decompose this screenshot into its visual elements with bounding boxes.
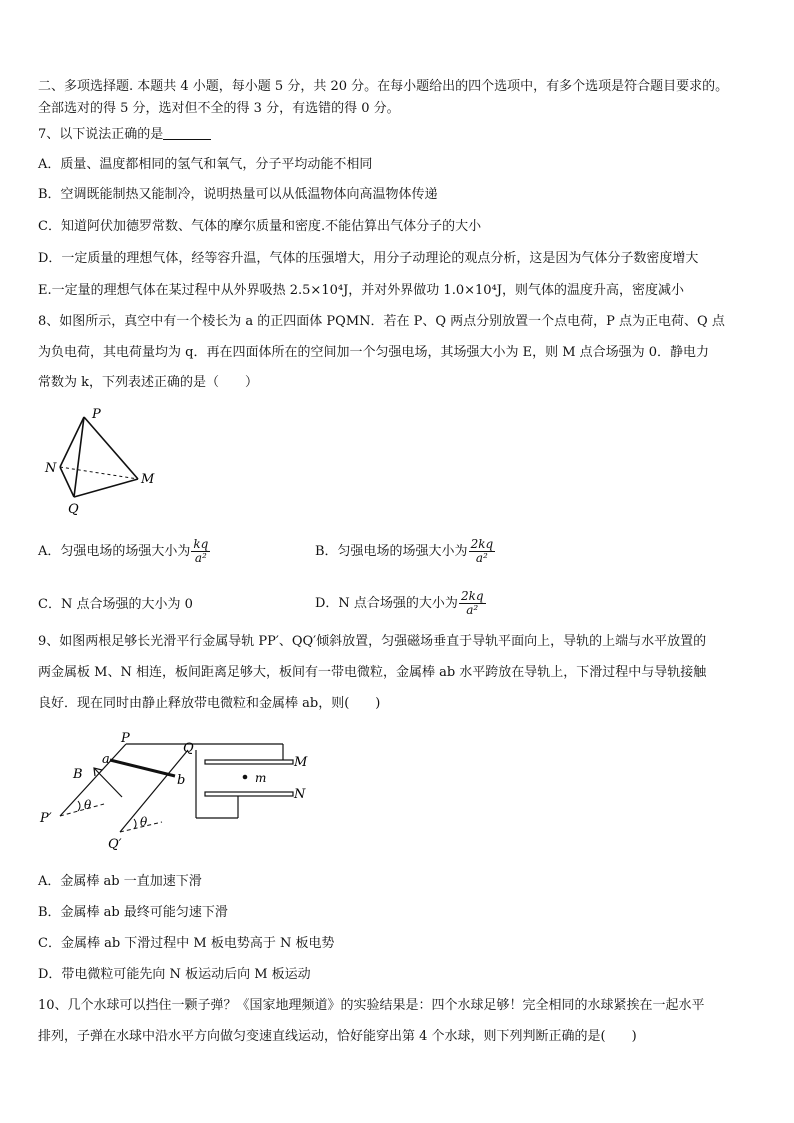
q8-option-d-fraction	[459, 590, 486, 617]
label-m-plate: M	[294, 755, 308, 770]
q8-option-a	[38, 538, 211, 565]
q8-line1: 8、如图所示，真空中有一个棱长为 a 的正四面体 PQMN．若在 P、Q 两点分别放置一个点电荷，P 点为正电荷、Q 点	[38, 314, 725, 329]
particle	[243, 775, 248, 780]
q8-line2: 为负电荷，其电荷量均为 q．再在四面体所在的空间加一个匀强电场，其场强大小为 E，则 M 点合场强为 0．静电力	[38, 345, 710, 360]
label-b-point: b	[177, 773, 186, 788]
label-m: M	[141, 472, 155, 487]
q8-option-a-fraction	[191, 538, 210, 565]
plate-n	[205, 792, 293, 796]
section-header-line2: 全部选对的得 5 分，选对但不全的得 3 分，有选错的得 0 分。	[38, 101, 400, 116]
q8-option-b-text: B．匀强电场的场强大小为	[315, 544, 468, 559]
q9-option-a: A．金属棒 ab 一直加速下滑	[38, 874, 202, 889]
q10-line1: 10、几个水球可以挡住一颗子弹？《国家地理频道》的实验结果是：四个水球足够！完全相同的水球紧挨在一起水平	[38, 998, 705, 1013]
q8-line3: 常数为 k，下列表述正确的是（ ）	[38, 375, 259, 390]
plate-m	[205, 760, 293, 764]
q8-option-c: C．N 点合场强的大小为 0	[38, 597, 193, 612]
angle-arc-q	[134, 819, 136, 829]
rail-pp	[60, 744, 126, 816]
q9-option-d: D．带电微粒可能先向 N 板运动后向 M 板运动	[38, 967, 311, 982]
q8-option-d-denominator: a²	[466, 603, 479, 617]
q9-line1: 9、如图两根足够长光滑平行金属导轨 PP′、QQ′倾斜放置，匀强磁场垂直于导轨平面向上，导轨的上端与水平放置的	[38, 634, 707, 649]
section-header-line1: 二、多项选择题. 本题共 4 小题，每小题 5 分，共 20 分。在每小题给出的四个选项中，有多个选项是符合题目要求的。	[38, 79, 729, 94]
q8-option-d-numerator: 2kq	[460, 589, 484, 603]
label-b-field: B	[73, 767, 83, 782]
q8-option-a-numerator: kq	[193, 537, 209, 551]
label-q: Q	[68, 502, 79, 515]
rod-ab	[110, 760, 175, 776]
q7-option-c: C．知道阿伏加德罗常数、气体的摩尔质量和密度.不能估算出气体分子的大小	[38, 219, 482, 234]
tetrahedron-figure	[38, 405, 168, 515]
label-theta-p: θ	[84, 798, 92, 812]
q7-option-a: A．质量、温度都相同的氢气和氧气，分子平均动能不相同	[38, 157, 373, 172]
label-p: P	[92, 407, 101, 422]
q9-option-c: C．金属棒 ab 下滑过程中 M 板电势高于 N 板电势	[38, 936, 335, 951]
q9-line2: 两金属板 M、N 相连，板间距离足够大，板间有一带电微粒，金属棒 ab 水平跨放在导轨上，下滑过程中与导轨接触	[38, 665, 707, 680]
q8-option-b-fraction	[469, 538, 496, 565]
label-particle: m	[255, 771, 267, 785]
q9-option-b: B．金属棒 ab 最终可能匀速下滑	[38, 905, 228, 920]
angle-arc-p	[78, 801, 80, 811]
label-p: P	[121, 731, 130, 746]
label-q: Q	[183, 741, 194, 756]
q10-line2: 排列，子弹在水球中沿水平方向做匀变速直线运动，恰好能穿出第 4 个水球，则下列判断正确的是( )	[38, 1029, 637, 1044]
horizontal-dash-p	[60, 804, 104, 816]
label-theta-q: θ	[140, 815, 148, 829]
rail-qq	[120, 750, 188, 832]
q8-option-b-denominator: a²	[475, 551, 488, 565]
q8-option-a-denominator: a²	[194, 551, 207, 565]
q8-option-b-numerator: 2kq	[470, 537, 494, 551]
rails-plates-figure	[38, 730, 328, 855]
b-field-arrow	[94, 768, 122, 797]
edge-pm	[84, 417, 138, 479]
edge-qm	[74, 479, 138, 497]
q7-option-b: B．空调既能制热又能制冷，说明热量可以从低温物体向高温物体传递	[38, 187, 438, 202]
edge-nm-hidden	[60, 467, 138, 479]
q8-option-d-text: D．N 点合场强的大小为	[315, 596, 458, 611]
q7-stem	[38, 126, 211, 144]
q8-option-a-text: A．匀强电场的场强大小为	[38, 544, 191, 559]
label-a: a	[102, 752, 110, 767]
q7-option-d: D．一定质量的理想气体，经等容升温，气体的压强增大，用分子动理论的观点分析，这是因为气体分子数密度增大	[38, 251, 699, 266]
label-n: N	[45, 461, 57, 476]
label-q-prime: Q′	[108, 837, 122, 852]
q7-stem-text: 7、以下说法正确的是	[38, 127, 164, 142]
q9-line3: 良好．现在同时由静止释放带电微粒和金属棒 ab，则( )	[38, 696, 381, 711]
edge-nq	[60, 467, 74, 497]
q8-option-b	[315, 538, 496, 565]
q7-answer-blank	[163, 127, 211, 140]
label-n-plate: N	[294, 787, 306, 802]
q7-option-e: E.一定量的理想气体在某过程中从外界吸热 2.5×10⁴J，并对外界做功 1.0×10⁴J，则气体的温度升高，密度减小	[38, 283, 684, 298]
q8-option-d	[315, 590, 487, 617]
label-p-prime: P′	[40, 811, 52, 826]
